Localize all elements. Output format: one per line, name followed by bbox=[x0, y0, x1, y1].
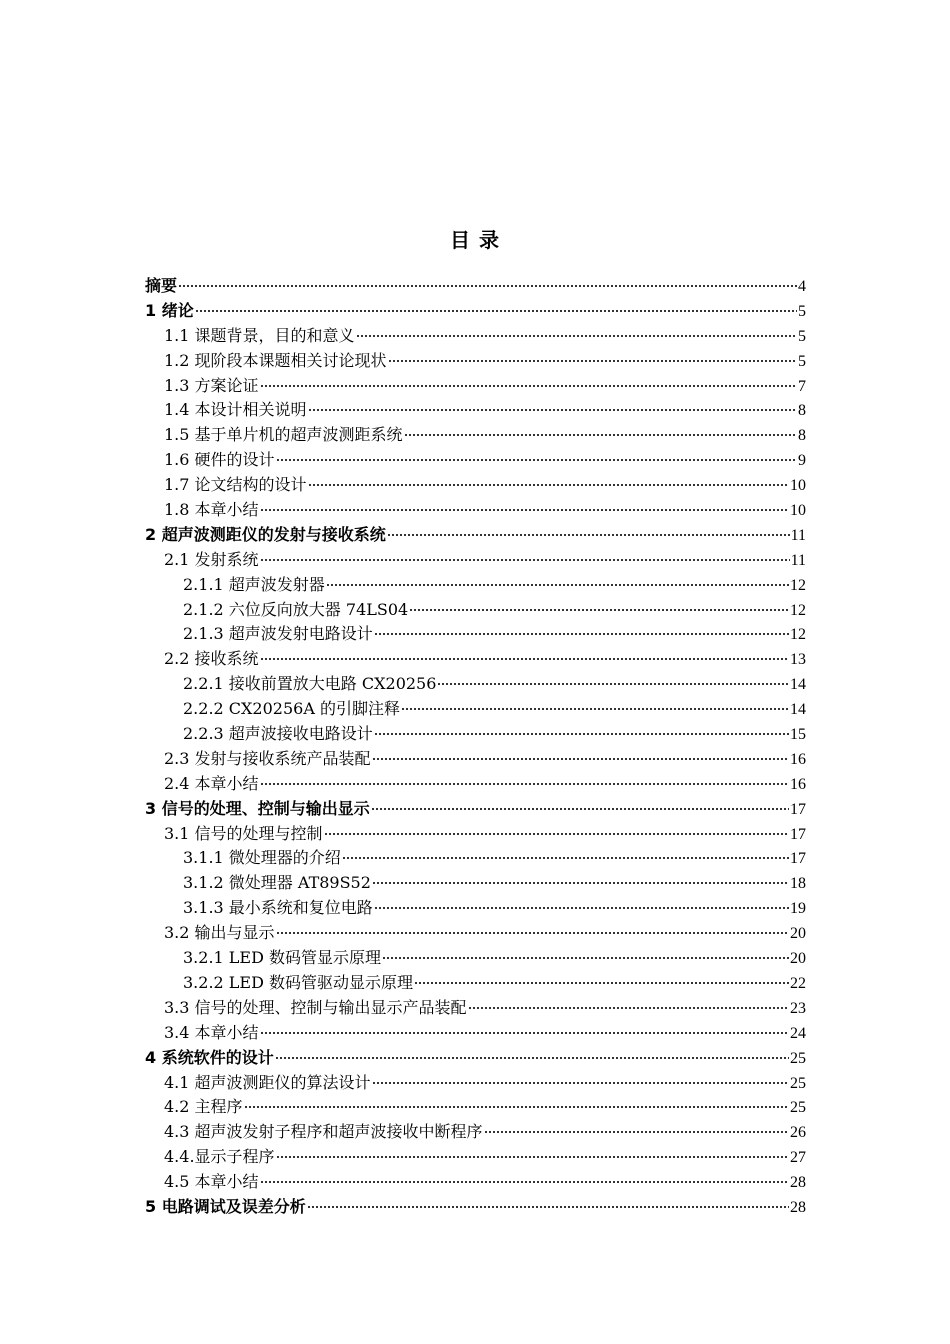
toc-entry[interactable] bbox=[145, 846, 806, 871]
toc-entry-title: 2.4 本章小结 bbox=[164, 773, 259, 793]
toc-page-number: 15 bbox=[790, 726, 806, 744]
toc-page-number: 5 bbox=[798, 352, 806, 370]
toc-page-number: 20 bbox=[790, 925, 806, 943]
toc-dot-leader bbox=[374, 633, 789, 635]
toc-dot-leader bbox=[276, 1156, 789, 1158]
toc-page-number: 14 bbox=[790, 676, 806, 694]
toc-entry-title: 1.8 本章小结 bbox=[164, 500, 259, 520]
toc-entry[interactable] bbox=[145, 697, 806, 722]
toc-dot-leader bbox=[409, 609, 789, 611]
toc-page-number: 14 bbox=[790, 701, 806, 719]
toc-entry[interactable] bbox=[145, 772, 806, 797]
toc-entry[interactable] bbox=[145, 822, 806, 847]
toc-page-number: 28 bbox=[790, 1198, 806, 1216]
toc-entry-title: 3.1 信号的处理与控制 bbox=[164, 823, 323, 843]
toc-entry-title: 1.7 论文结构的设计 bbox=[164, 475, 307, 495]
toc-dot-leader bbox=[260, 385, 797, 387]
toc-page-number: 25 bbox=[790, 1074, 806, 1092]
toc-entry[interactable] bbox=[145, 523, 806, 548]
toc-entry-title: 3.2.1 LED 数码管显示原理 bbox=[183, 948, 382, 968]
toc-page-number: 8 bbox=[798, 427, 806, 445]
toc-dot-leader bbox=[260, 783, 789, 785]
toc-entry-title: 5 电路调试及误差分析 bbox=[145, 1196, 306, 1216]
toc-entry-title: 3 信号的处理、控制与输出显示 bbox=[145, 798, 370, 818]
toc-dot-leader bbox=[401, 708, 789, 710]
toc-entry[interactable] bbox=[145, 498, 806, 523]
toc-entry-title: 2.2.3 超声波接收电路设计 bbox=[183, 724, 373, 744]
toc-entry[interactable] bbox=[145, 1095, 806, 1120]
toc-page-number: 17 bbox=[790, 825, 806, 843]
toc-dot-leader bbox=[308, 484, 789, 486]
toc-entry-title: 4.3 超声波发射子程序和超声波接收中断程序 bbox=[164, 1122, 483, 1142]
toc-page-number: 5 bbox=[798, 327, 806, 345]
toc-page-number: 16 bbox=[790, 750, 806, 768]
toc-dot-leader bbox=[342, 857, 789, 859]
toc-entry[interactable] bbox=[145, 1170, 806, 1195]
toc-page-number: 26 bbox=[790, 1124, 806, 1142]
toc-dot-leader bbox=[404, 434, 797, 436]
toc-dot-leader bbox=[260, 1181, 789, 1183]
toc-entry-title: 1.1 课题背景，目的和意义 bbox=[164, 325, 355, 345]
toc-page-number: 18 bbox=[790, 875, 806, 893]
toc-entry-title: 1.5 基于单片机的超声波测距系统 bbox=[164, 425, 403, 445]
toc-dot-leader bbox=[324, 833, 789, 835]
toc-entry-title: 2.2.2 CX20256A 的引脚注释 bbox=[183, 699, 400, 719]
toc-entry[interactable] bbox=[145, 921, 806, 946]
toc-dot-leader bbox=[307, 1206, 789, 1208]
toc-dot-leader bbox=[260, 559, 790, 561]
toc-page-number: 7 bbox=[798, 377, 806, 395]
toc-page-number: 24 bbox=[790, 1024, 806, 1042]
toc-dot-leader bbox=[275, 1057, 789, 1059]
toc-entry[interactable] bbox=[145, 722, 806, 747]
toc-entry-title: 1.4 本设计相关说明 bbox=[164, 400, 307, 420]
toc-entry[interactable] bbox=[145, 299, 806, 324]
toc-entry-title: 2.2.1 接收前置放大电路 CX20256 bbox=[183, 674, 437, 694]
toc-dot-leader bbox=[244, 1106, 789, 1108]
toc-page-number: 17 bbox=[790, 850, 806, 868]
toc-page-number: 13 bbox=[790, 651, 806, 669]
toc-entry-title: 3.4 本章小结 bbox=[164, 1022, 259, 1042]
toc-entry[interactable] bbox=[145, 1071, 806, 1096]
toc-entry-title: 2.1.2 六位反向放大器 74LS04 bbox=[183, 599, 409, 619]
toc-entry[interactable] bbox=[145, 448, 806, 473]
toc-entry[interactable] bbox=[145, 946, 806, 971]
toc-entry[interactable] bbox=[145, 398, 806, 423]
toc-entry[interactable] bbox=[145, 349, 806, 374]
toc-page-number: 12 bbox=[790, 576, 806, 594]
toc-page-number: 17 bbox=[790, 800, 806, 818]
toc-entry-title: 3.3 信号的处理、控制与输出显示产品装配 bbox=[164, 997, 467, 1017]
toc-page-number: 27 bbox=[790, 1149, 806, 1167]
toc-page-number: 23 bbox=[790, 999, 806, 1017]
toc-entry-title: 3.1.3 最小系统和复位电路 bbox=[183, 898, 373, 918]
toc-page-number: 9 bbox=[798, 452, 806, 470]
page-title: 目 录 bbox=[450, 228, 500, 252]
toc-entry-title: 2.1.3 超声波发射电路设计 bbox=[183, 624, 373, 644]
toc-entry-title: 2 超声波测距仪的发射与接收系统 bbox=[145, 524, 386, 544]
toc-dot-leader bbox=[371, 808, 789, 810]
toc-entry[interactable] bbox=[145, 374, 806, 399]
toc-dot-leader bbox=[382, 957, 789, 959]
toc-dot-leader bbox=[374, 907, 789, 909]
toc-dot-leader bbox=[374, 733, 789, 735]
toc-entry[interactable] bbox=[145, 896, 806, 921]
toc-dot-leader bbox=[437, 683, 789, 685]
toc-entry-title: 2.1 发射系统 bbox=[164, 549, 259, 569]
toc-entry-title: 2.1.1 超声波发射器 bbox=[183, 574, 325, 594]
toc-dot-leader bbox=[484, 1131, 789, 1133]
toc-entry[interactable] bbox=[145, 797, 806, 822]
toc-entry-title: 摘要 bbox=[145, 276, 178, 295]
toc-dot-leader bbox=[260, 658, 789, 660]
toc-entry-title: 3.1.1 微处理器的介绍 bbox=[183, 848, 341, 868]
toc-page-number: 25 bbox=[790, 1049, 806, 1067]
table-of-contents bbox=[145, 274, 806, 1220]
toc-entry[interactable] bbox=[145, 473, 806, 498]
toc-entry[interactable] bbox=[145, 274, 806, 299]
toc-dot-leader bbox=[387, 534, 790, 536]
toc-entry-title: 3.1.2 微处理器 AT89S52 bbox=[183, 873, 371, 893]
toc-entry-title: 4.2 主程序 bbox=[164, 1097, 243, 1117]
toc-entry[interactable] bbox=[145, 1195, 806, 1220]
toc-page-number: 16 bbox=[790, 775, 806, 793]
toc-dot-leader bbox=[356, 335, 797, 337]
toc-dot-leader bbox=[195, 310, 797, 312]
toc-dot-leader bbox=[372, 758, 789, 760]
toc-entry-title: 1 绪论 bbox=[145, 300, 194, 320]
toc-dot-leader bbox=[326, 584, 789, 586]
toc-page-number: 10 bbox=[790, 477, 806, 495]
toc-entry[interactable] bbox=[145, 423, 806, 448]
toc-entry[interactable] bbox=[145, 548, 806, 573]
toc-page-number: 11 bbox=[790, 526, 806, 544]
toc-entry[interactable] bbox=[145, 598, 806, 623]
toc-entry-title: 3.2 输出与显示 bbox=[164, 923, 275, 943]
toc-page-number: 4 bbox=[798, 278, 806, 295]
toc-entry-title: 4.1 超声波测距仪的算法设计 bbox=[164, 1072, 371, 1092]
toc-entry[interactable] bbox=[145, 672, 806, 697]
toc-entry[interactable] bbox=[145, 573, 806, 598]
toc-entry-title: 2.2 接收系统 bbox=[164, 649, 259, 669]
toc-dot-leader bbox=[178, 285, 797, 287]
toc-entry[interactable] bbox=[145, 1120, 806, 1145]
toc-dot-leader bbox=[276, 932, 789, 934]
toc-dot-leader bbox=[372, 1082, 789, 1084]
toc-page-number: 28 bbox=[790, 1174, 806, 1192]
toc-entry[interactable] bbox=[145, 747, 806, 772]
toc-entry[interactable] bbox=[145, 324, 806, 349]
toc-page-number: 12 bbox=[790, 601, 806, 619]
toc-entry-title: 4.4.显示子程序 bbox=[164, 1147, 275, 1167]
toc-page-number: 25 bbox=[790, 1099, 806, 1117]
toc-dot-leader bbox=[308, 409, 797, 411]
toc-dot-leader bbox=[388, 360, 797, 362]
toc-dot-leader bbox=[372, 882, 789, 884]
toc-entry[interactable] bbox=[145, 622, 806, 647]
toc-page-number: 12 bbox=[790, 626, 806, 644]
toc-entry-title: 4.5 本章小结 bbox=[164, 1172, 259, 1192]
toc-entry[interactable] bbox=[145, 996, 806, 1021]
toc-entry-title: 1.6 硬件的设计 bbox=[164, 450, 275, 470]
toc-entry-title: 1.3 方案论证 bbox=[164, 375, 259, 395]
toc-entry[interactable] bbox=[145, 1046, 806, 1071]
toc-page-number: 8 bbox=[798, 402, 806, 420]
toc-page-number: 19 bbox=[790, 900, 806, 918]
toc-dot-leader bbox=[260, 509, 789, 511]
toc-entry[interactable] bbox=[145, 871, 806, 896]
toc-dot-leader bbox=[414, 982, 789, 984]
toc-dot-leader bbox=[276, 459, 797, 461]
toc-entry-title: 4 系统软件的设计 bbox=[145, 1047, 274, 1067]
toc-page-number: 5 bbox=[798, 302, 806, 320]
toc-entry-title: 1.2 现阶段本课题相关讨论现状 bbox=[164, 350, 387, 370]
toc-entry[interactable] bbox=[145, 1145, 806, 1170]
toc-page-number: 11 bbox=[790, 551, 806, 569]
toc-entry-title: 3.2.2 LED 数码管驱动显示原理 bbox=[183, 972, 414, 992]
toc-entry[interactable] bbox=[145, 1021, 806, 1046]
toc-dot-leader bbox=[260, 1032, 789, 1034]
toc-entry[interactable] bbox=[145, 647, 806, 672]
toc-page-number: 20 bbox=[790, 950, 806, 968]
toc-dot-leader bbox=[468, 1007, 789, 1009]
toc-page-number: 10 bbox=[790, 502, 806, 520]
toc-entry-title: 2.3 发射与接收系统产品装配 bbox=[164, 748, 371, 768]
toc-page-number: 22 bbox=[790, 974, 806, 992]
toc-entry[interactable] bbox=[145, 971, 806, 996]
